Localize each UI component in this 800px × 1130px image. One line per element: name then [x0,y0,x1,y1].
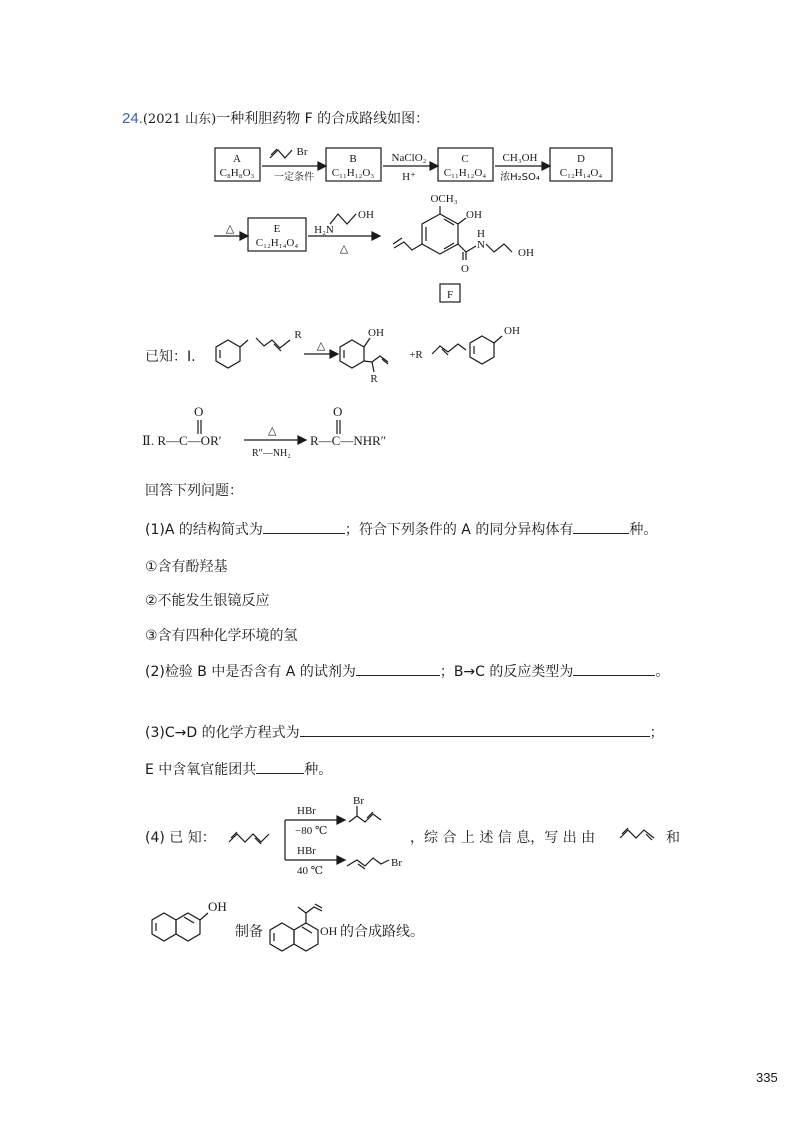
k2-text1: Ⅱ. R—C—OR′ [142,433,222,448]
known-1-reaction [200,318,540,388]
q3b-text-b: 种。 [304,762,333,778]
box-d-label: D [577,153,585,165]
q4-br2: Br [391,857,402,869]
q3b-text-a: E 中含氧官能团共 [145,762,257,778]
k2-o2: O [333,404,343,419]
box-c-formula: C₁₁H₁₂O₄ [443,167,487,179]
q4-text-c: 和 [666,830,680,846]
q2-blank-reagent[interactable] [356,661,440,676]
f-oh: OH [466,209,482,221]
q4-hbr2: HBr [297,845,316,857]
known-2-reaction [140,400,440,464]
f-h: H [477,228,485,240]
product-f-ring [422,214,458,254]
arrow4-bottom: △ [225,223,235,235]
k1-oh1: OH [368,327,384,339]
k2-o1: O [194,404,204,419]
box-c-label: C [461,153,469,165]
f-oh2: OH [518,247,534,259]
arrow5-bottom: △ [339,243,349,255]
box-a-formula: C₈H₈O₃ [219,167,255,179]
k1-plus: +R [409,349,423,361]
q1-text-b: ；符合下列条件的 A 的同分异构体有 [344,522,574,538]
q3-line [145,722,664,742]
ethanolamine-structure [330,214,356,224]
q4-hbr1: HBr [297,805,316,817]
q1-text-c: 种。 [629,522,658,538]
allyl-bromide-structure [270,150,292,158]
k2-cond-top: △ [268,425,277,437]
q1-text-a: (1)A 的结构简式为 [145,522,263,538]
q2-line [145,661,669,681]
box-e-formula: C₁₂H₁₄O₄ [255,237,299,249]
q1-line [145,519,657,539]
q3-blank-equation[interactable] [300,722,650,737]
q2-text-a: (2)检验 B 中是否含有 A 的试剂为 [145,664,356,680]
q4-text-a: (4) 已 知： [145,830,216,846]
q4-text-b: ，综 合 上 述 信 息，写 出 由 [410,830,596,846]
condition-1: ①含有酚羟基 [145,559,228,575]
question-source: (2021 山东) [142,112,217,127]
q2-blank-type[interactable] [573,661,655,676]
k1-r1: R [294,329,302,341]
f-och3: OCH₃ [430,193,458,205]
k1-cond: △ [316,340,326,352]
arrow1-top: Br [296,146,308,158]
q4-t1: −80 ℃ [295,825,328,837]
butadiene-structure [618,820,658,844]
naphthol-structure [140,895,240,955]
known-1-prefix: 已知：Ⅰ. [145,349,196,365]
condition-3: ③含有四种化学环境的氢 [145,628,298,644]
question-header [122,108,429,128]
q2-text-b: ；B→C 的反应类型为 [439,664,574,680]
f-label: F [446,289,454,301]
arrow3-bottom: 浓H₂SO₄ [500,172,540,183]
f-n: N [477,239,485,251]
arrow3-top: CH₃OH [502,152,538,164]
arrow5-oh: OH [358,209,374,221]
k1-oh2: OH [504,325,520,337]
arrow5-top: H₂N [314,224,334,236]
arrow1-bottom: 一定条件 [274,172,314,183]
intro-text: 回答下列问题： [145,483,243,499]
box-a-label: A [233,153,241,165]
page-number: 335 [756,1070,778,1085]
naphthol-oh: OH [208,899,227,914]
k1-r2: R [370,373,378,385]
q4-known-reaction [225,790,425,885]
arrow2-top: NaClO₂ [391,152,427,164]
synthesis-route [0,130,800,310]
box-e-label: E [273,223,281,235]
q3-text-b: ； [649,725,664,741]
q3b-blank-count[interactable] [256,759,304,774]
q4-text-d: 制备 [235,924,263,940]
q3-text-a: (3)C→D 的化学方程式为 [145,725,300,741]
k2-text2: R—C—NHR″ [310,433,387,448]
q4-br1: Br [353,795,364,807]
box-b-label: B [349,153,357,165]
f-o: O [461,263,469,275]
q1-blank-structure[interactable] [263,519,345,534]
target-product-structure [262,895,352,965]
q4-text-e: 的合成路线。 [340,924,424,940]
q4-t2: 40 ℃ [297,865,324,877]
q1-blank-count[interactable] [573,519,629,534]
arrow2-bottom: H⁺ [402,171,416,183]
box-b-formula: C₁₁H₁₂O₃ [331,167,375,179]
question-number: 24. [122,110,143,127]
target-oh: OH [320,924,338,938]
box-d-formula: C₁₂H₁₄O₄ [559,167,603,179]
condition-2: ②不能发生银镜反应 [145,593,270,609]
q2-text-c: 。 [655,664,670,680]
question-title: 一种利胆药物 F 的合成路线如图： [216,111,430,127]
q3b-line [145,759,332,779]
k2-cond-bottom: R″—NH₂ [252,448,291,459]
